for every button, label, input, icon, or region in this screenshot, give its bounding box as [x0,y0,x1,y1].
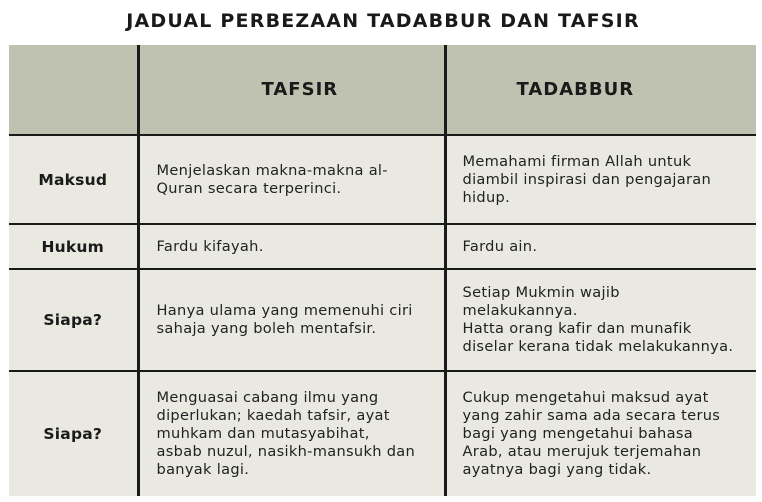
cell-text-line: sahaja yang boleh mentafsir. [156,320,377,337]
cell-text-line: Memahami firman Allah untuk [462,152,692,170]
cell-text-line: yang zahir sama ada secara terus [462,407,721,424]
cell-text-line: Fardu ain. [462,237,538,255]
table-row [9,135,756,224]
cell-tadabbur [445,224,756,269]
cell-text-line: muhkam dan mutasyabihat, [156,425,370,442]
cell-text-line: bagi yang mengetahui bahasa [462,425,693,442]
cell-text-line: diambil inspirasi dan pengajaran [462,170,712,188]
cell-tafsir [138,371,445,496]
cell-text-line: Hatta orang kafir dan munafik [462,320,692,337]
cell-text-line: Arab, atau merujuk terjemahan [462,443,702,460]
cell-text-line: Fardu kifayah. [156,237,264,255]
cell-text-line: melakukannya. [462,302,578,319]
cell-text-line: hidup. [462,188,511,206]
comparison-table [9,45,756,496]
cell-text-line: asbab nuzul, nasikh-mansukh dan [156,443,416,460]
header-tadabbur: TADABBUR [445,45,756,135]
row-label-siapa-2: Siapa? [9,371,138,496]
cell-tadabbur [445,269,756,371]
row-label-hukum: Hukum [9,224,138,269]
row-label-siapa: Siapa? [9,269,138,371]
cell-tadabbur [445,135,756,224]
cell-tafsir [138,135,445,224]
header-tafsir: TAFSIR [138,45,445,135]
cell-tafsir [138,269,445,371]
cell-text-line: diselar kerana tidak melakukannya. [462,338,734,355]
row-label-maksud: Maksud [9,135,138,224]
table-row [9,269,756,371]
cell-text-line: Cukup mengetahui maksud ayat [462,389,709,406]
cell-text-line: Menjelaskan makna-makna al- [156,161,388,179]
header-corner [9,45,138,135]
cell-tadabbur [445,371,756,496]
cell-text-line: Setiap Mukmin wajib [462,284,620,301]
table-header-row [9,45,756,135]
cell-text-line: banyak lagi. [156,461,250,478]
table-row [9,224,756,269]
cell-text-line: Hanya ulama yang memenuhi ciri [156,302,413,319]
cell-text-line: Quran secara terperinci. [156,179,342,197]
cell-text-line: Menguasai cabang ilmu yang [156,389,379,406]
page-title: JADUAL PERBEZAAN TADABBUR DAN TAFSIR [126,10,640,32]
table-row [9,371,756,496]
cell-tafsir [138,224,445,269]
cell-text-line: ayatnya bagi yang tidak. [462,461,652,478]
cell-text-line: diperlukan; kaedah tafsir, ayat [156,407,390,424]
